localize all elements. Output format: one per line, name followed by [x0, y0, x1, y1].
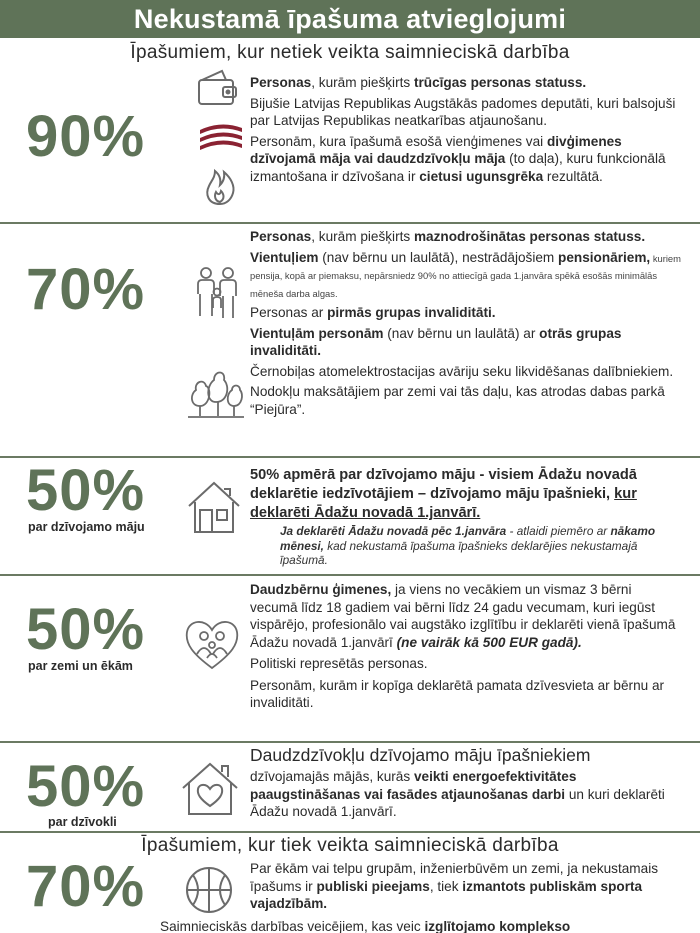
basketball-icon: [183, 864, 235, 916]
divider: [0, 831, 700, 833]
paragraph: Personām, kurām ir kopīga deklarētā pamata dzīvesvieta ar bērnu ar invaliditāti.: [250, 677, 665, 710]
apartment-lead: Daudzdzīvokļu dzīvojamo māju īpašniekiem: [250, 745, 591, 765]
percent-70: 70%: [26, 854, 146, 919]
family-heart-icon: [183, 612, 241, 672]
percent-50: 50%: [26, 597, 146, 662]
percent-70: 70%: [26, 257, 146, 322]
section-heading-no-business: Īpašumiem, kur netiek veikta saimnieciskā darbība: [130, 42, 570, 63]
paragraph: Vientuļām personām (nav bērnu un laulātā) ar otrās grupas invaliditāti.: [250, 325, 622, 358]
percent-50: 50%: [26, 754, 146, 819]
paragraph: Vientuļiem (nav bērnu un laulātā), nestrādājošiem pensionāriem, kuriem pensija, kopā ar piemaksu, nepārsniedz 90% no attiecīgā gada 1.janvāra spēkā esošās minimālās mēneša darba algas.: [250, 249, 681, 299]
paragraph: Černobiļas atomelektrostacijas avāriju seku likvidēšanas dalībniekiem.: [250, 363, 674, 379]
percent-50: 50%: [26, 458, 146, 523]
section-90-text: [250, 74, 682, 188]
section-50-house-text: [250, 466, 670, 526]
house-note: Ja deklarēti Ādažu novadā pēc 1.janvāra - atlaidi piemēro ar nākamo mēnesi, kad nekustamā īpašuma īpašnieks deklarējies nekustamajā īpašumā.: [280, 524, 656, 567]
section-70-business-text: [250, 860, 682, 916]
section-70-text: [250, 228, 690, 421]
paragraph: Personas ar pirmās grupas invaliditāti.: [250, 305, 496, 320]
percent-caption: par zemi un ēkām: [28, 659, 133, 673]
divider: [0, 741, 700, 743]
section-50-apartment-text: [250, 768, 680, 824]
page-title: Nekustamā īpašuma atvieglojumi: [0, 0, 700, 38]
percent-caption: par dzīvokli: [48, 815, 117, 829]
paragraph: Politiski represētās personas.: [250, 656, 428, 671]
wallet-icon: [196, 68, 242, 108]
paragraph: Nodokļu maksātājiem par zemi vai tās daļu, kas atrodas dabas parkā “Piejūra”.: [250, 384, 665, 417]
paragraph: Personām, kura īpašumā esošā vienģimenes vai divģimenes dzīvojamā māja vai daudzdzīvokļu māja (to daļa), kuru funkcionālā izmantošana ir dzīvošana ir cietusi ugunsgrēka rezultātā.: [250, 133, 666, 184]
fire-icon: [203, 160, 237, 206]
paragraph: Bijušie Latvijas Republikas Augstākās padomes deputāti, kuri balsojuši par Latvijas Republikas neatkarības atjaunošanu.: [250, 95, 676, 128]
percent-90: 90%: [26, 104, 146, 169]
trees-icon: [186, 366, 246, 420]
paragraph: Par ēkām vai telpu grupām, inženierbūvēm un zemi, ja nekustamais īpašums ir publiski pieejams, tiek izmantots publiskām sporta vajadzībām.: [250, 861, 659, 911]
paragraph: Personas, kurām piešķirts maznodrošinātas personas statuss.: [250, 229, 646, 244]
family-icon: [192, 264, 242, 328]
paragraph: Daudzbērnu ģimenes, ja viens no vecākiem un vismaz 3 bērni vecumā līdz 18 gadiem vai bērni līdz 24 gadu vecumam, kuri iegūst vispārējo, profesionālo vai augstāko izglītību ir deklarēti vienā īpašumā Ādažu novadā 1.janvārī (ne vairāk kā 500 EUR gadā).: [250, 582, 676, 650]
business-tail-text: Saimnieciskās darbības veicējiem, kas veic izglītojamo komplekso: [160, 919, 571, 933]
paragraph: Personas, kurām piešķirts trūcīgas personas statuss.: [250, 75, 587, 90]
latvian-flag-icon: [198, 118, 244, 152]
section-50-land-text: [250, 581, 680, 715]
divider: [0, 574, 700, 576]
percent-caption: par dzīvojamo māju: [28, 520, 145, 534]
divider: [0, 222, 700, 224]
paragraph: 50% apmērā par dzīvojamo māju - visiem Ādažu novadā deklarētie iedzīvotājiem – dzīvojamo māju īpašnieki, kur deklarēti Ādažu novadā 1.janvārī.: [250, 467, 637, 521]
house-heart-icon: [180, 760, 240, 818]
section-heading-business: Īpašumiem, kur tiek veikta saimnieciskā darbība: [141, 835, 559, 856]
paragraph: dzīvojamajās mājās, kurās veikti energoefektivitātes paaugstināšanas vai fasādes atjaunošanas darbi un kuri deklarēti Ādažu novadā 1.janvārī.: [250, 769, 665, 819]
house-icon: [186, 478, 242, 536]
